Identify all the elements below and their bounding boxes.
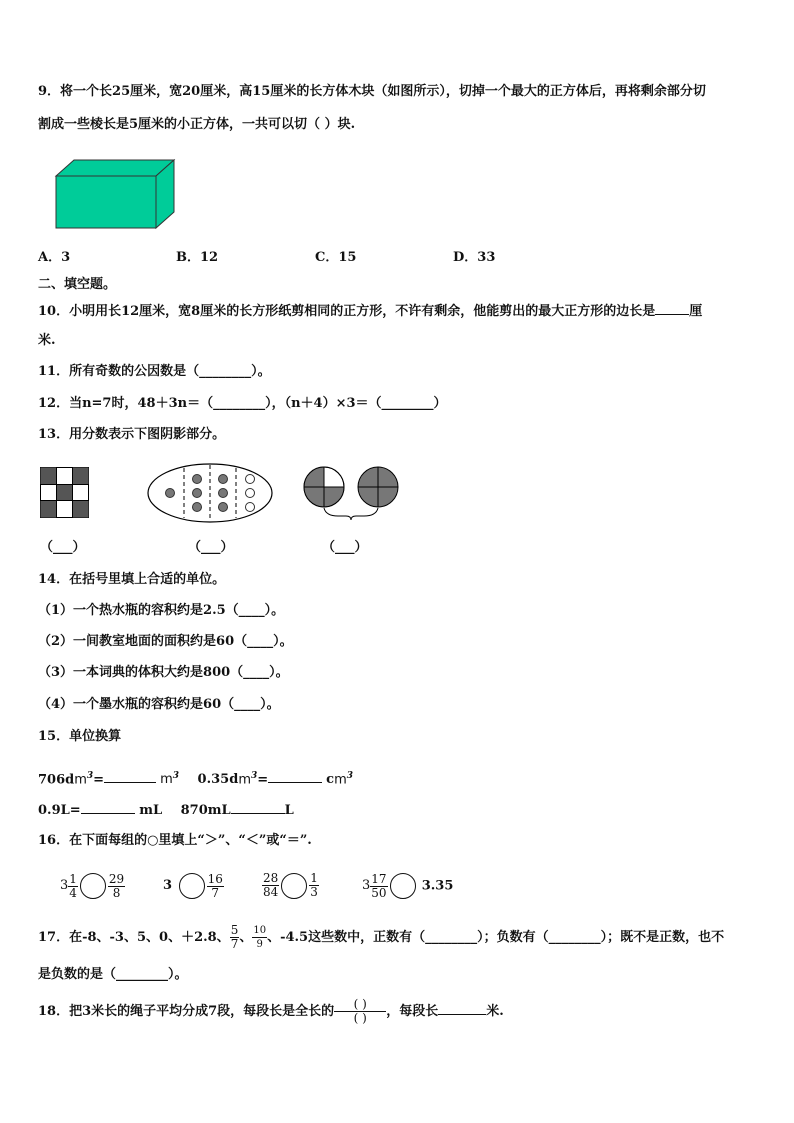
q15-b2-unit: L: [284, 803, 294, 818]
q16-title: 16．在下面每组的○里填上“＞”、“＜”或“＝”.: [38, 833, 312, 848]
q15-a1-blank: [104, 770, 156, 783]
q16-g3-right-fraction: [309, 872, 319, 899]
q17-sep: 、: [239, 930, 253, 945]
checker-grid-figure: [40, 467, 90, 519]
q17-line1: [38, 918, 724, 958]
q14-title: 14．在括号里填上合适的单位。: [38, 572, 226, 587]
q18-post: ，每段长: [386, 1004, 439, 1019]
q15-row1: [38, 768, 353, 788]
q14-item-4: （4）一个墨水瓶的容积约是60（____）。: [38, 697, 280, 712]
q15-a2-sup: 3: [250, 771, 258, 781]
q15-a2: 0.35d: [197, 772, 239, 788]
q10-text: 10．小明用长12厘米，宽8厘米的长方形纸剪相同的正方形，不许有剩余，他能剪出的最大正方形的边长是: [38, 304, 656, 319]
q16-g4-num: 17: [371, 871, 387, 886]
circles-figure: [302, 464, 404, 522]
q15-a2-result-unit: m: [334, 772, 347, 788]
q13-answer-1: （___）: [40, 540, 86, 555]
q15-b1-unit: mL: [139, 803, 163, 818]
q16-g4-right: 3.35: [421, 878, 454, 894]
q17-post: 、-4.5这些数中，正数有（________）；负数有（________）；既不是正数，也不: [267, 930, 725, 945]
q15-a2-unit: m: [238, 772, 251, 788]
q15-title: 15．单位换算: [38, 729, 122, 744]
q16-g3-fraction: [262, 872, 279, 899]
q16-g1-rnum: 29: [108, 871, 125, 886]
q16-g1-right-fraction: [108, 873, 125, 900]
q16-g4-whole: 3: [362, 878, 371, 893]
q16-g3-compare-circle[interactable]: [281, 873, 307, 899]
q16-g2-compare-circle[interactable]: [179, 873, 205, 899]
q9-line2: 割成一些棱长是5厘米的小正方体，一共可以切（ ）块.: [38, 117, 356, 132]
q10-blank: [655, 302, 689, 315]
q10-tail: 厘: [689, 304, 703, 319]
q15-b1-blank: [81, 801, 135, 814]
q14-item-3: （3）一本词典的体积大约是800（____）。: [38, 665, 289, 680]
q16-g1-whole: 3: [60, 878, 69, 893]
q9-option-d: D．33: [453, 250, 496, 265]
q17-f1-den: 7: [230, 937, 239, 951]
q16-g3-num: 28: [263, 871, 279, 885]
q16-g4-den: 50: [371, 885, 387, 900]
q16-g1-num: 1: [69, 871, 77, 886]
q15-a1-result-sup: 3: [172, 771, 180, 781]
q17-f2-den: 9: [256, 939, 263, 950]
q15-a1-result-unit: m: [160, 772, 173, 788]
q16-g2-rden: 7: [211, 885, 220, 900]
q15-a2-result-prefix: c: [326, 772, 335, 788]
section-heading: 二、填空题。: [38, 277, 117, 292]
q15-a2-blank: [268, 770, 322, 783]
q16-g4-fraction: [370, 873, 387, 900]
q9-option-b: B．12: [176, 250, 219, 265]
q16-g2-left: 3: [163, 878, 173, 893]
q15-a1: 706d: [38, 772, 75, 788]
q17-pre: 17．在-8、-3、5、0、＋2.8、: [38, 930, 230, 945]
q15-b2: 870mL: [180, 803, 231, 818]
q15-a2-result-sup: 3: [346, 771, 354, 781]
q18-num: ( ): [334, 998, 386, 1012]
q15-a1-eq: =: [93, 772, 105, 788]
q17-f2-num: 10: [253, 925, 267, 936]
q16-g1-fraction: [68, 873, 78, 900]
q13-answer-2: （___）: [188, 540, 234, 555]
q17-fraction-1: [230, 924, 240, 951]
q18-tail: 米.: [486, 1004, 504, 1019]
q9-line1: 9．将一个长25厘米，宽20厘米，高15厘米的长方体木块（如图所示），切掉一个最大的正方体后，再将剩余部分切: [38, 84, 706, 99]
q16-g3-rnum: 1: [310, 871, 318, 885]
q18-fraction: [334, 998, 386, 1025]
q16-g2-right-fraction: [207, 873, 224, 900]
q17-fraction-2: [252, 924, 267, 951]
q9-option-c: C．15: [315, 250, 357, 265]
q16-group-1: [60, 864, 125, 908]
q9-option-a: A．3: [38, 250, 71, 265]
q16-g1-rden: 8: [112, 885, 121, 900]
q14-item-1: （1）一个热水瓶的容积约是2.5（____）。: [38, 603, 285, 618]
q15-row2: [38, 801, 294, 819]
cuboid-figure: [54, 158, 178, 230]
q14-item-2: （2）一间教室地面的面积约是60（____）。: [38, 634, 293, 649]
q17-line2: 是负数的是（________）。: [38, 967, 188, 982]
q12: 12．当n=7时，48＋3n＝（________），（n＋4）×3＝（________）: [38, 396, 447, 411]
q15-a1-sup: 3: [86, 771, 94, 781]
q16-g1-den: 4: [69, 885, 77, 900]
q16-g4-compare-circle[interactable]: [390, 873, 416, 899]
q15-b1: 0.9L=: [38, 803, 81, 818]
q16-g1-compare-circle[interactable]: [80, 873, 106, 899]
q18-line: [38, 992, 504, 1032]
q18-pre: 18．把3米长的绳子平均分成7段，每段长是全长的: [38, 1004, 335, 1019]
q17-f1-num: 5: [230, 923, 239, 937]
q16-g2-rnum: 16: [207, 871, 223, 886]
q18-den: ( ): [353, 1011, 367, 1025]
q10-line2: 米.: [38, 333, 56, 348]
q16-group-2: [163, 864, 224, 908]
q13: 13．用分数表示下图阴影部分。: [38, 427, 226, 442]
q16-group-3: [262, 864, 319, 908]
q15-b2-blank: [231, 801, 285, 814]
q10-line1: [38, 302, 702, 320]
q11: 11．所有奇数的公因数是（________）。: [38, 364, 271, 379]
q18-blank: [438, 1002, 486, 1015]
q13-answer-3: （___）: [322, 540, 368, 555]
q15-a1-unit: m: [74, 772, 87, 788]
q16-g3-den: 84: [263, 885, 279, 899]
q16-group-4: [362, 864, 453, 908]
oval-dots-figure: [146, 462, 274, 524]
q15-a2-eq: =: [257, 772, 269, 788]
q16-g3-rden: 3: [310, 885, 318, 899]
